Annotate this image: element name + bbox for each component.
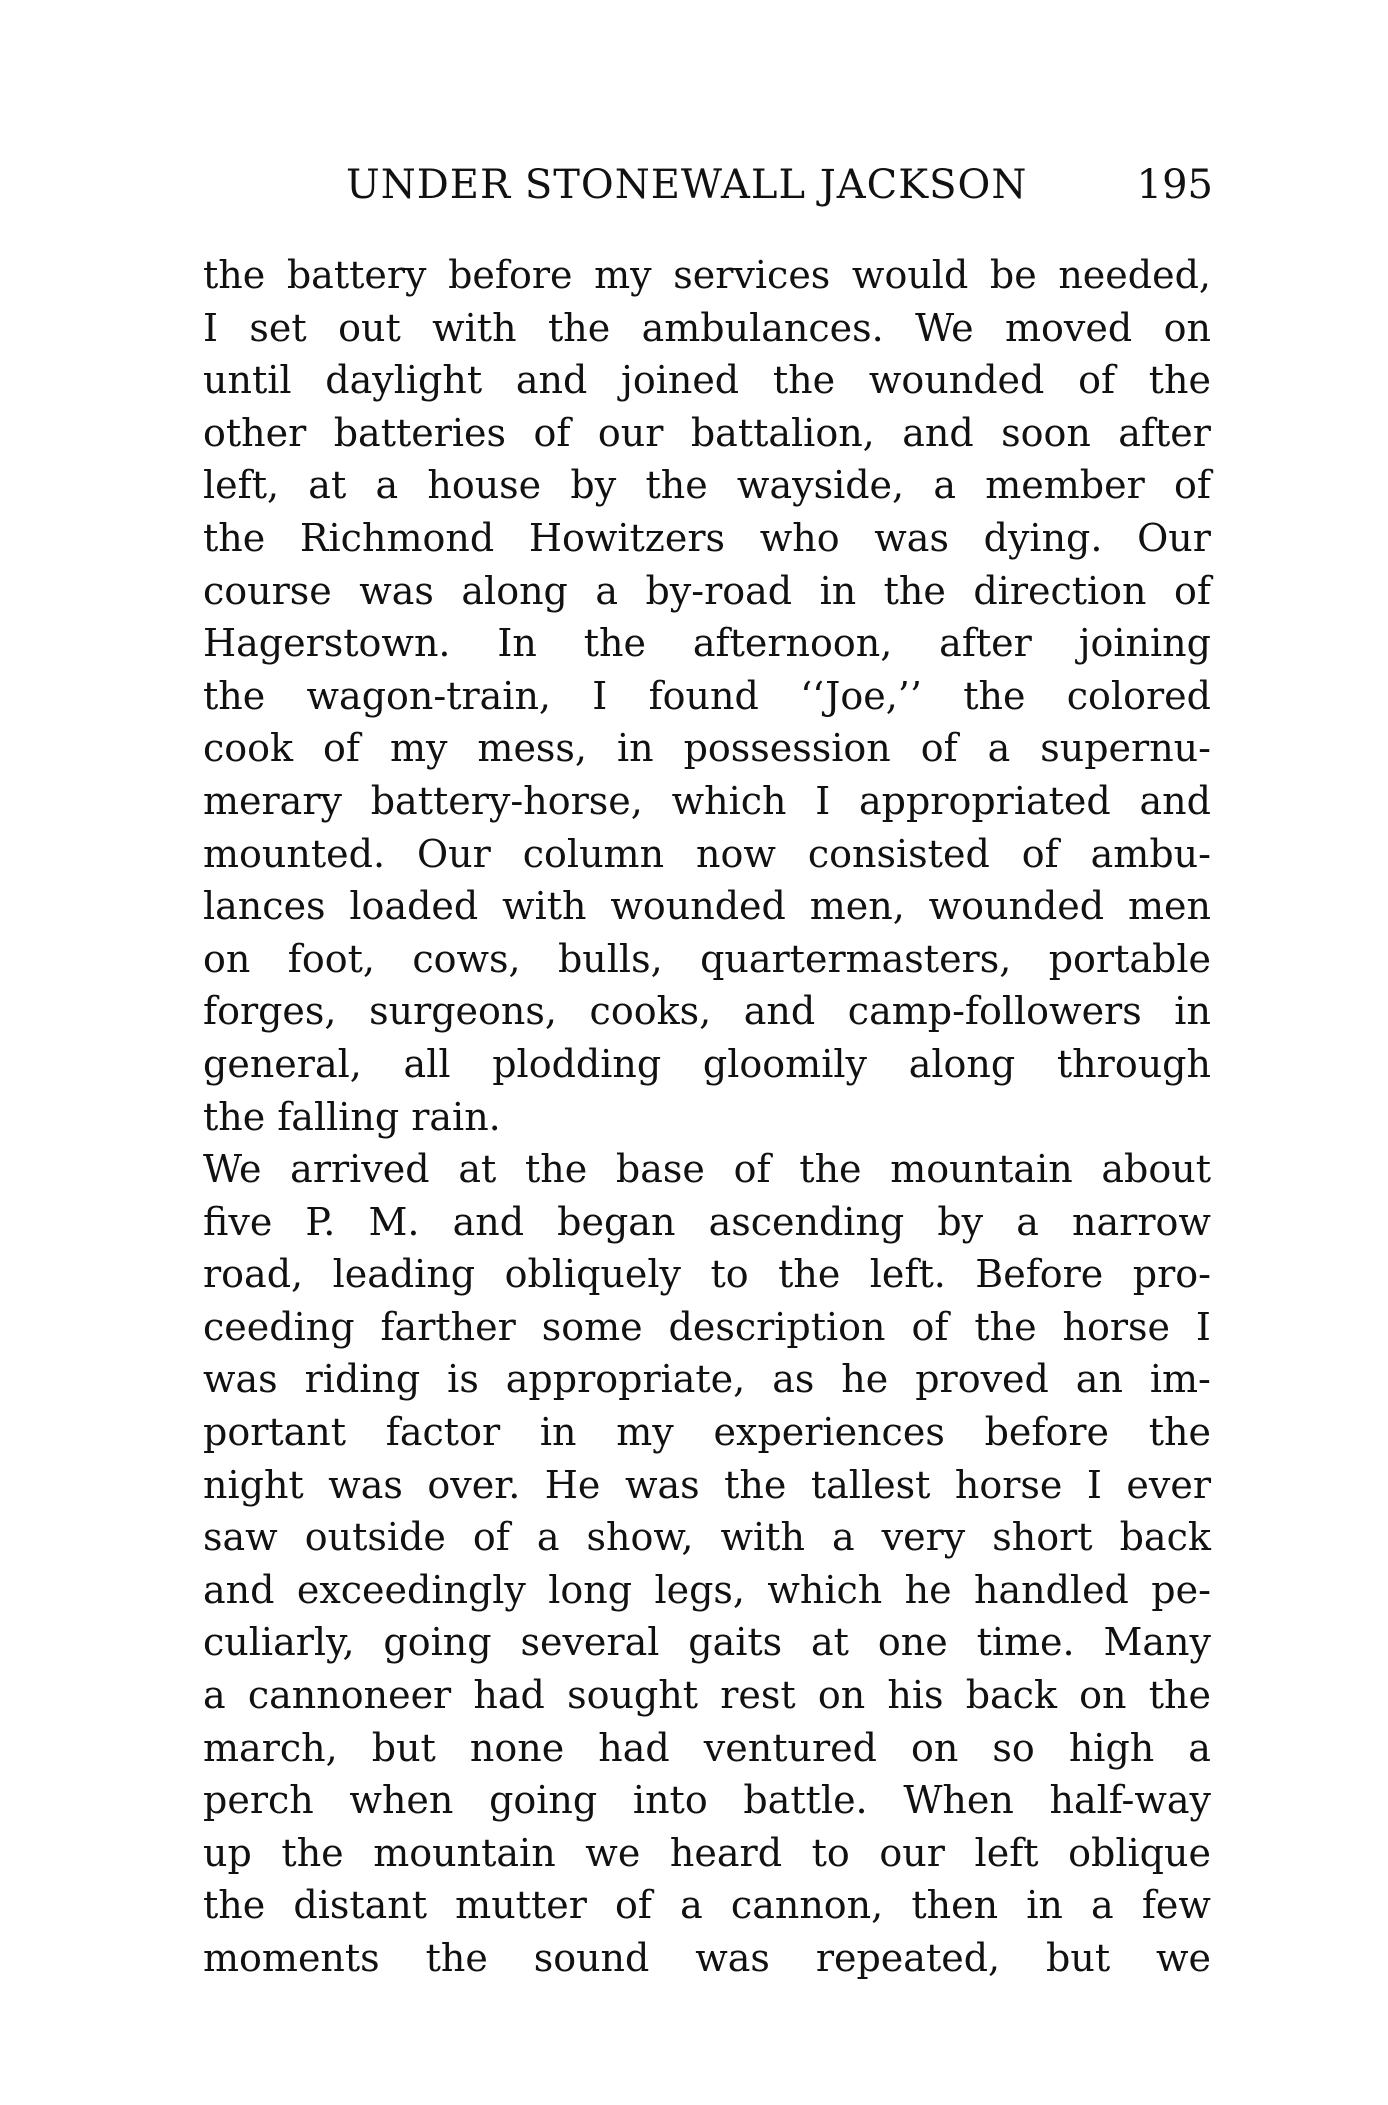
word: was — [874, 515, 949, 560]
word: our — [597, 410, 664, 455]
text-line — [203, 407, 1211, 460]
word: experiences — [713, 1410, 945, 1455]
word: narrow — [1072, 1199, 1211, 1244]
word: battle. — [743, 1778, 868, 1823]
word: perch — [203, 1778, 314, 1823]
text-line — [203, 1511, 1211, 1564]
word: and — [452, 1199, 525, 1244]
word: mutter — [455, 1883, 587, 1928]
word: of — [615, 1883, 652, 1928]
word: the — [799, 1147, 862, 1192]
text-line — [203, 880, 1211, 933]
word: had — [598, 1725, 670, 1770]
word: ambulances. — [641, 305, 884, 350]
text-line — [203, 1038, 1211, 1091]
word: I — [1086, 1462, 1102, 1507]
word: cooks, — [589, 989, 712, 1034]
word: he — [841, 1357, 889, 1402]
word: an — [1075, 1357, 1123, 1402]
word: a — [1188, 1725, 1211, 1770]
word: of — [1021, 831, 1059, 876]
word: was — [624, 1462, 700, 1507]
word: ever — [1126, 1462, 1211, 1507]
word: before — [984, 1410, 1109, 1455]
word: dying. — [983, 515, 1103, 560]
word: wounded — [610, 884, 786, 929]
text-line — [203, 933, 1211, 986]
word: a — [933, 463, 957, 508]
text-line — [203, 249, 1211, 302]
word: legs, — [654, 1567, 746, 1612]
word: ventured — [703, 1725, 877, 1770]
word: to — [811, 1830, 850, 1875]
word: proved — [915, 1357, 1049, 1402]
word: farther — [380, 1304, 516, 1349]
word: column — [522, 831, 665, 876]
word: cannon, — [730, 1883, 884, 1928]
word: a — [203, 1673, 226, 1718]
word: distant — [293, 1883, 428, 1928]
text-line — [203, 775, 1211, 828]
text-line — [203, 1406, 1211, 1459]
word: began — [557, 1199, 676, 1244]
word: over. — [427, 1462, 521, 1507]
word: the — [281, 1830, 344, 1875]
word: handled — [973, 1567, 1129, 1612]
word: the — [645, 463, 708, 508]
word: afternoon, — [692, 621, 893, 666]
word: bulls, — [557, 936, 663, 981]
word: the — [425, 1936, 488, 1980]
word: mountain — [373, 1830, 556, 1875]
text-line — [203, 1879, 1211, 1932]
word: a — [536, 1515, 560, 1560]
word: in — [1174, 989, 1211, 1034]
word: some — [541, 1304, 643, 1349]
text-line — [203, 985, 1211, 1038]
word: had — [473, 1673, 545, 1718]
word: I — [1195, 1304, 1211, 1349]
word: possession — [683, 726, 891, 771]
word: riding — [304, 1357, 421, 1402]
word: Our — [1137, 515, 1211, 560]
word: would — [851, 253, 969, 297]
word: the — [778, 1252, 841, 1297]
word: at — [458, 1147, 497, 1192]
word: culiarly, — [203, 1620, 355, 1665]
word: mess, — [477, 726, 588, 771]
word: is — [447, 1357, 479, 1402]
word: very — [881, 1515, 966, 1560]
word: high — [1068, 1725, 1155, 1770]
word: falling — [277, 1094, 400, 1139]
word: a — [831, 1515, 855, 1560]
word: of — [1174, 463, 1211, 508]
word: back — [965, 1673, 1057, 1718]
word: a — [1091, 1883, 1114, 1928]
word: colored — [1066, 673, 1211, 718]
text-line — [203, 828, 1211, 881]
text-line — [203, 617, 1211, 670]
word: M. — [368, 1199, 420, 1244]
text-line — [203, 722, 1211, 775]
word: a — [987, 726, 1011, 771]
word: wounded — [928, 884, 1105, 929]
word: plodding — [492, 1041, 662, 1086]
word: a — [595, 568, 618, 613]
word: my — [616, 1410, 674, 1455]
word: by — [937, 1199, 984, 1244]
word: tallest — [810, 1462, 931, 1507]
word: batteries — [333, 410, 507, 455]
text-line — [203, 1932, 1211, 1985]
word: battalion, — [690, 410, 875, 455]
word: ambu- — [1090, 831, 1211, 876]
word: In — [497, 621, 537, 666]
word: I — [203, 305, 219, 350]
word: portable — [1048, 936, 1211, 981]
word: im- — [1149, 1357, 1211, 1402]
word: in — [819, 568, 857, 613]
body-text — [203, 249, 1211, 1985]
word: He — [544, 1462, 601, 1507]
word: left. — [869, 1252, 946, 1297]
text-line — [203, 1091, 1211, 1144]
word: rain. — [411, 1094, 501, 1139]
word: short — [992, 1515, 1093, 1560]
text-line — [203, 1459, 1211, 1512]
word: as — [772, 1357, 815, 1402]
word: ceeding — [203, 1304, 355, 1349]
word: pe- — [1151, 1567, 1211, 1612]
word: lances — [203, 884, 326, 929]
text-line — [203, 565, 1211, 618]
word: along — [908, 1041, 1016, 1086]
word: merary — [203, 778, 342, 823]
word: We — [203, 1147, 262, 1192]
word: of — [920, 726, 958, 771]
word: Many — [1103, 1620, 1211, 1665]
running-head — [346, 162, 1213, 214]
word: road, — [203, 1252, 304, 1297]
word: the — [524, 1147, 588, 1192]
word: quartermasters, — [700, 936, 1012, 981]
word: along — [461, 568, 568, 613]
text-line — [203, 1564, 1211, 1617]
word: of — [1174, 568, 1211, 613]
word: long — [548, 1567, 633, 1612]
word: sought — [567, 1673, 698, 1718]
word: general, — [203, 1041, 362, 1086]
word: of — [323, 726, 360, 771]
word: repeated, — [815, 1936, 1001, 1980]
word: services — [673, 253, 831, 297]
word: the — [1148, 1673, 1211, 1718]
text-line — [203, 1774, 1211, 1827]
word: with — [720, 1515, 805, 1560]
word: all — [403, 1041, 451, 1086]
word: we — [585, 1830, 641, 1875]
word: appropriate, — [505, 1357, 746, 1402]
word: on — [1079, 1673, 1127, 1718]
word: but — [1046, 1936, 1111, 1980]
word: member — [985, 463, 1145, 508]
word: and — [902, 410, 974, 455]
word: march, — [203, 1725, 338, 1770]
word: few — [1141, 1883, 1211, 1928]
word: going — [489, 1778, 598, 1823]
word: the — [1148, 1410, 1211, 1455]
word: was — [328, 1462, 403, 1507]
word: cows, — [412, 936, 521, 981]
text-line — [203, 1353, 1211, 1406]
word: on — [203, 936, 251, 981]
word: horse — [1062, 1304, 1170, 1349]
word: the — [203, 673, 266, 718]
word: on — [1163, 305, 1211, 350]
word: Before — [975, 1252, 1104, 1297]
word: back — [1119, 1515, 1211, 1560]
word: after — [1118, 410, 1211, 455]
word: Hagerstown. — [203, 621, 451, 666]
word: loaded — [349, 884, 479, 929]
word: we — [1155, 1936, 1211, 1980]
word: arrived — [290, 1147, 430, 1192]
word: and — [743, 989, 816, 1034]
text-line — [203, 354, 1211, 407]
word: which — [671, 778, 787, 823]
word: exceedingly — [296, 1567, 526, 1612]
word: Our — [417, 831, 491, 876]
word: five — [203, 1199, 273, 1244]
word: ascending — [708, 1199, 905, 1244]
word: was — [695, 1936, 770, 1980]
word: was — [203, 1357, 278, 1402]
text-line — [203, 670, 1211, 723]
word: the — [883, 568, 946, 613]
word: rest — [720, 1673, 796, 1718]
word: at — [308, 463, 347, 508]
word: then — [911, 1883, 999, 1928]
text-line — [203, 1827, 1211, 1880]
word: with — [432, 305, 517, 350]
word: on — [910, 1725, 959, 1770]
word: which — [767, 1567, 883, 1612]
word: men, — [809, 884, 905, 929]
word: by — [570, 463, 617, 508]
word: wagon-train, — [306, 673, 552, 718]
word: course — [203, 568, 332, 613]
word: house — [427, 463, 542, 508]
word: joining — [1078, 621, 1211, 666]
word: cook — [203, 726, 294, 771]
word: I — [592, 673, 608, 718]
word: left, — [203, 463, 280, 508]
word: sound — [533, 1936, 650, 1980]
word: of — [1078, 358, 1116, 403]
word: my — [389, 726, 448, 771]
word: of — [733, 1147, 771, 1192]
word: when — [349, 1778, 454, 1823]
word: was — [359, 568, 434, 613]
word: of — [472, 1515, 510, 1560]
word: and — [515, 358, 588, 403]
word: the — [724, 1462, 787, 1507]
word: so — [992, 1725, 1035, 1770]
word: the — [547, 305, 611, 350]
text-line — [203, 1616, 1211, 1669]
word: out — [338, 305, 401, 350]
word: the — [974, 1304, 1037, 1349]
text-line — [203, 1196, 1211, 1249]
running-title: UNDER STONEWALL JACKSON — [346, 162, 1028, 208]
word: the — [203, 515, 266, 560]
word: wayside, — [736, 463, 905, 508]
text-line — [203, 1143, 1211, 1196]
word: none — [469, 1725, 565, 1770]
word: heard — [669, 1830, 783, 1875]
word: until — [203, 358, 292, 403]
word: before — [448, 253, 573, 297]
word: the — [203, 1094, 266, 1139]
word: about — [1101, 1147, 1211, 1192]
word: a — [1016, 1199, 1039, 1244]
word: mountain — [890, 1147, 1073, 1192]
word: direction — [973, 568, 1147, 613]
word: the — [772, 358, 836, 403]
word: after — [939, 621, 1032, 666]
text-line — [203, 302, 1211, 355]
word: When — [903, 1778, 1014, 1823]
word: base — [615, 1147, 705, 1192]
word: gaits — [688, 1620, 783, 1665]
word: going — [383, 1620, 492, 1665]
word: into — [632, 1778, 708, 1823]
word: my — [594, 253, 652, 297]
word: camp-followers — [847, 989, 1142, 1034]
word: on — [817, 1673, 866, 1718]
word: description — [668, 1304, 886, 1349]
word: moments — [203, 1936, 380, 1980]
word: outside — [304, 1515, 446, 1560]
text-line — [203, 459, 1211, 512]
word: the — [583, 621, 646, 666]
word: foot, — [287, 936, 375, 981]
word: surgeons, — [369, 989, 557, 1034]
word: other — [203, 410, 307, 455]
text-line — [203, 1722, 1211, 1775]
word: but — [371, 1725, 436, 1770]
word: appropriated — [859, 778, 1111, 823]
word: found — [648, 673, 759, 718]
word: portant — [203, 1410, 347, 1455]
word: of — [911, 1304, 949, 1349]
text-line — [203, 1248, 1211, 1301]
word: We — [915, 305, 974, 350]
text-line — [203, 512, 1211, 565]
word: cannoneer — [247, 1673, 452, 1718]
word: night — [203, 1462, 304, 1507]
word: at — [811, 1620, 849, 1665]
word: wounded — [868, 358, 1045, 403]
word: a — [680, 1883, 703, 1928]
page-number: 195 — [1136, 162, 1213, 208]
word: several — [520, 1620, 660, 1665]
word: supernu- — [1040, 726, 1211, 771]
word: of — [533, 410, 571, 455]
word: Richmond — [299, 515, 495, 560]
word: consisted — [807, 831, 990, 876]
word: obliquely — [504, 1252, 682, 1297]
word: saw — [203, 1515, 278, 1560]
word: set — [249, 305, 307, 350]
word: he — [904, 1567, 952, 1612]
word: to — [710, 1252, 749, 1297]
word: his — [887, 1673, 944, 1718]
word: gloomily — [702, 1041, 867, 1086]
word: battery-horse, — [370, 778, 643, 823]
word: and — [203, 1567, 275, 1612]
word: Howitzers — [528, 515, 725, 560]
word: show, — [586, 1515, 694, 1560]
word: a — [375, 463, 399, 508]
word: battery — [286, 253, 427, 297]
word: through — [1056, 1041, 1211, 1086]
word: and — [1139, 778, 1211, 823]
word: soon — [1001, 410, 1091, 455]
word: one — [877, 1620, 948, 1665]
word: horse — [954, 1462, 1063, 1507]
word: the — [1148, 358, 1211, 403]
word: oblique — [1068, 1830, 1211, 1875]
word: leading — [332, 1252, 476, 1297]
word: left — [974, 1830, 1039, 1875]
word: joined — [621, 358, 740, 403]
word: the — [203, 1883, 266, 1928]
word: men — [1127, 884, 1211, 929]
word: needed, — [1058, 253, 1211, 297]
word: factor — [385, 1410, 501, 1455]
word: with — [502, 884, 587, 929]
word: who — [759, 515, 840, 560]
word: be — [989, 253, 1037, 297]
word: moved — [1005, 305, 1133, 350]
word: time. — [976, 1620, 1075, 1665]
word: in — [1026, 1883, 1063, 1928]
word: up — [203, 1830, 252, 1875]
word: ‘‘Joe,’’ — [800, 673, 922, 718]
word: in — [616, 726, 654, 771]
word: half-way — [1049, 1778, 1211, 1823]
text-line — [203, 1301, 1211, 1354]
word: the — [203, 253, 266, 297]
word: forges, — [203, 989, 337, 1034]
word: I — [815, 778, 831, 823]
word: mounted. — [203, 831, 386, 876]
word: our — [879, 1830, 945, 1875]
word: pro- — [1132, 1252, 1211, 1297]
word: the — [963, 673, 1026, 718]
word: now — [696, 831, 776, 876]
text-line — [203, 1669, 1211, 1722]
word: by-road — [645, 568, 793, 613]
word: in — [539, 1410, 577, 1455]
word: daylight — [325, 358, 483, 403]
word: P. — [305, 1199, 336, 1244]
